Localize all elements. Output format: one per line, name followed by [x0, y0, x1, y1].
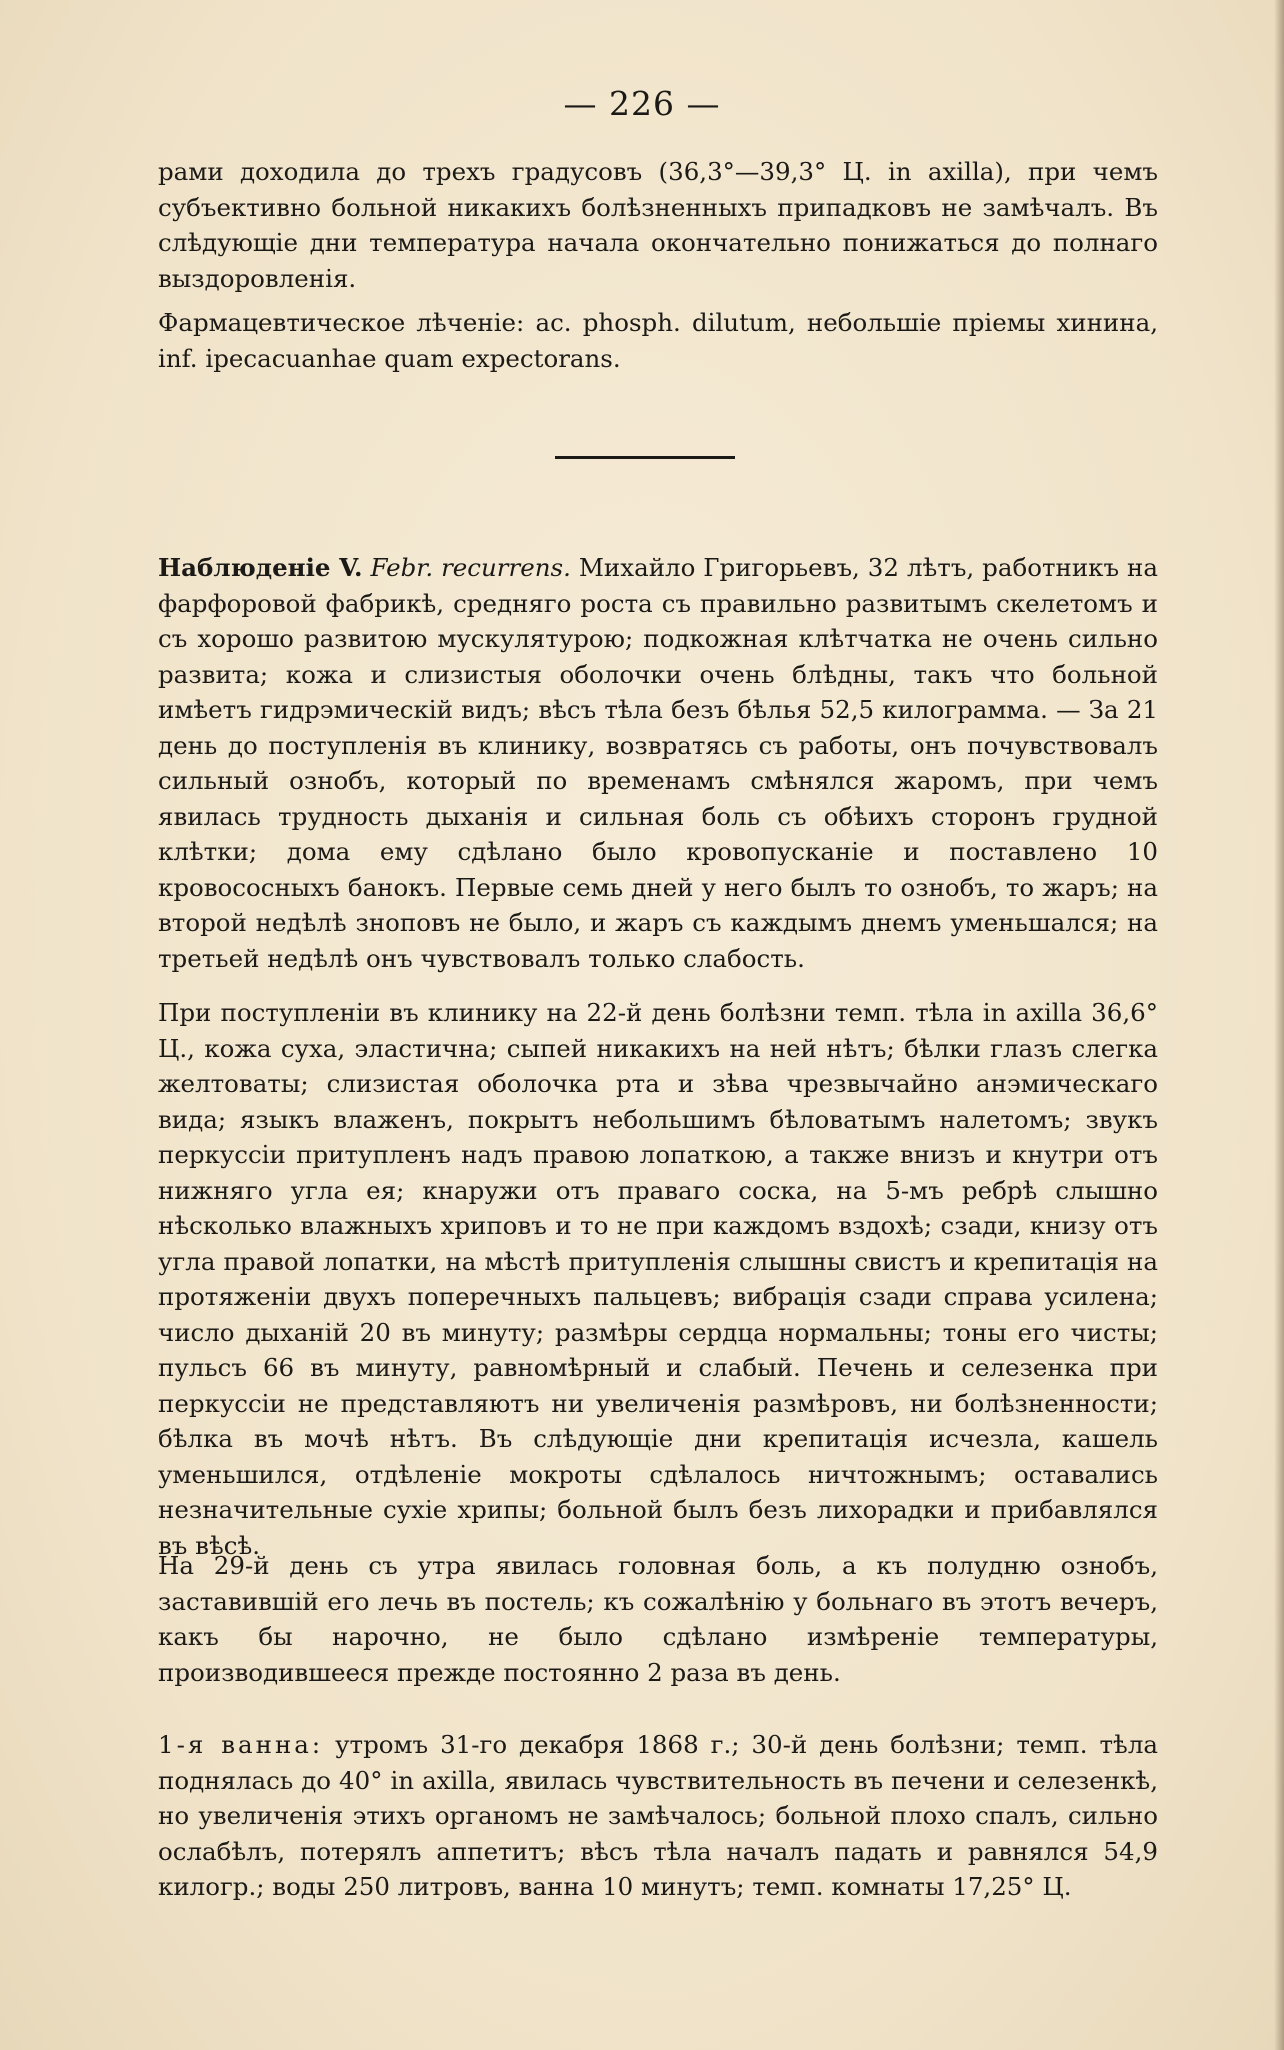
first-bath: [158, 1727, 1158, 1905]
paragraph-pharmacy: [158, 305, 1158, 376]
bath-text: утромъ 31-го декабря 1868 г.; 30-й день болѣзни; темп. тѣла поднялась до 40° in axilla, явилась чувствительность въ печени и селезенкѣ, но увеличенія этихъ органомъ не замѣчалось; больной плохо спалъ, сильно ослабѣлъ, потерялъ аппетитъ; вѣсъ тѣла началъ падать и равнялся 54,9 килогр.; воды 250 литровъ, ванна 10 минутъ; темп. комнаты 17,25° Ц.: [158, 1730, 1158, 1901]
admission-status: [158, 995, 1158, 1563]
paragraph-1: рами доходила до трехъ градусовъ (36,3°—39,3° Ц. in axilla), при чемъ субъективно больной никакихъ болѣзненныхъ припадковъ не замѣчалъ. Въ слѣдующіе дни температура начала окончательно понижаться до полнаго выздоровленія.: [158, 157, 1158, 293]
paragraph-6: [158, 1727, 1158, 1905]
paragraph-2: Фармацевтическое лѣченіе: ac. phosph. dilutum, небольшіе пріемы хинина, inf. ipecacuanhae quam expectorans.: [158, 308, 1158, 373]
paragraph-3: [158, 550, 1158, 976]
day-29: [158, 1548, 1158, 1690]
observation-heading: Наблюденіе V.: [158, 553, 363, 582]
page-edge-shadow: [1274, 0, 1284, 2050]
paragraph-4: При поступленіи въ клинику на 22-й день болѣзни темп. тѣла in axilla 36,6° Ц., кожа суха, эластична; сыпей никакихъ на ней нѣтъ; бѣлки глазъ слегка желтоваты; слизистая оболочка рта и зѣва чрезвычайно анэмическаго вида; языкъ влаженъ, покрытъ небольшимъ бѣловатымъ налетомъ; звукъ перкуссіи притупленъ надъ правою лопаткою, а также внизъ и кнутри отъ нижняго угла ея; кнаружи отъ праваго соска, на 5-мъ ребрѣ слышно нѣсколько влажныхъ хриповъ и то не при каждомъ вздохѣ; сзади, книзу отъ угла правой лопатки, на мѣстѣ притупленія слышны свистъ и крепитація на протяженіи двухъ поперечныхъ пальцевъ; вибрація сзади справа усилена; число дыханій 20 въ минуту; размѣры сердца нормальны; тоны его чисты; пульсъ 66 въ минуту, равномѣрный и слабый. Печень и селезенка при перкуссіи не представляютъ ни увеличенія размѣровъ, ни болѣзненности; бѣлка въ мочѣ нѣтъ. Въ слѣдующіе дни крепитація исчезла, кашель уменьшился, отдѣленіе мокроты сдѣлалось ничтожнымъ; оставались незначительные сухіе хрипы; больной былъ безъ лихорадки и прибавлялся въ вѣсѣ.: [158, 998, 1158, 1560]
page-number: — 226 —: [563, 84, 721, 123]
observation-text: Михайло Григорьевъ, 32 лѣтъ, работникъ на фарфоровой фабрикѣ, средняго роста съ правильно развитымъ скелетомъ и съ хорошо развитою мускулятурою; подкожная клѣтчатка не очень сильно развита; кожа и слизистыя оболочки очень блѣдны, такъ что больной имѣетъ гидрэмическій видъ; вѣсъ тѣла безъ бѣлья 52,5 килограмма. — За 21 день до поступленія въ клинику, возвратясь съ работы, онъ почувствовалъ сильный ознобъ, который по временамъ смѣнялся жаромъ, при чемъ явилась трудность дыханія и сильная боль съ обѣихъ сторонъ грудной клѣтки; дома ему сдѣлано было кровопусканіе и поставлено 10 кровососныхъ банокъ. Первые семь дней у него былъ то ознобъ, то жаръ; на второй недѣлѣ зноповъ не было, и жаръ съ каждымъ днемъ уменьшался; на третьей недѣлѣ онъ чувствовалъ только слабость.: [158, 553, 1158, 973]
observation-intro: [158, 550, 1158, 976]
paragraph-5: На 29-й день съ утра явилась головная боль, а къ полудню ознобъ, заставившій его лечь въ постель; къ сожалѣнію у больнаго въ этотъ вечеръ, какъ бы нарочно, не было сдѣлано измѣреніе температуры, производившееся прежде постоянно 2 раза въ день.: [158, 1551, 1158, 1687]
section-divider: [555, 456, 735, 459]
bath-label: 1-я ванна:: [158, 1730, 324, 1759]
paragraph-continuation: [158, 154, 1158, 296]
observation-disease: Febr. recurrens.: [370, 553, 571, 582]
